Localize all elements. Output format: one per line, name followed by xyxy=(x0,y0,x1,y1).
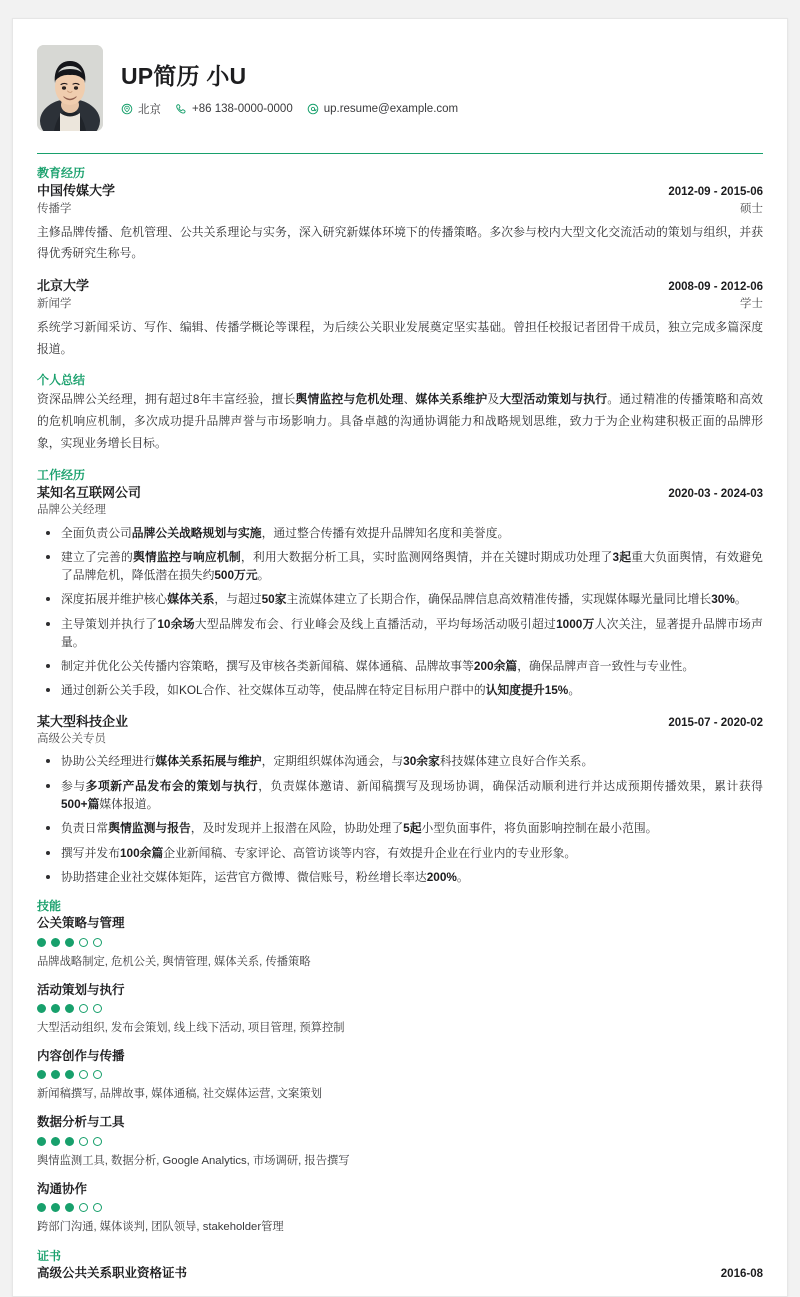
skill-name: 活动策划与执行 xyxy=(37,982,125,997)
experience-bullet: 主导策划并执行了10余场大型品牌发布会、行业峰会及线上直播活动，平均每场活动吸引超过1000万人次关注，显著提升品牌市场声量。 xyxy=(37,615,763,652)
contact-location-value: 北京 xyxy=(138,104,161,117)
experience-date: 2020-03 - 2024-03 xyxy=(668,487,763,500)
experience-bullet: 全面负责公司品牌公关战略规划与实施，通过整合传播有效提升品牌知名度和美誉度。 xyxy=(37,524,763,542)
certificate-date: 2016-08 xyxy=(720,1268,763,1281)
skill-dot-empty xyxy=(79,1137,88,1146)
experience-bullet: 制定并优化公关传播内容策略，撰写及审核各类新闻稿、媒体通稿、品牌故事等200余篇，确保品牌声音一致性与专业性。 xyxy=(37,657,763,675)
skill-level-dots xyxy=(37,938,763,947)
summary-text: 资深品牌公关经理，拥有超过8年丰富经验，擅长舆情监控与危机处理、媒体关系维护及大型活动策划与执行。通过精准的传播策略和高效的危机响应机制，多次成功提升品牌声誉与市场影响力。具备卓越的沟通协调能力和战略规划思维，致力于为企业构建积极正面的品牌形象，实现业务增长目标。 xyxy=(37,392,763,451)
skill-keywords: 跨部门沟通, 媒体谈判, 团队领导, stakeholder管理 xyxy=(37,1221,284,1234)
skill-dot-filled xyxy=(65,1070,74,1079)
phone-icon xyxy=(175,103,187,115)
skill-dot-filled xyxy=(37,1004,46,1013)
skill-dot-empty xyxy=(79,1203,88,1212)
skill-dot-empty xyxy=(93,938,102,947)
experience-company: 某大型科技企业 xyxy=(37,713,129,729)
education-major: 传播学 xyxy=(37,202,72,215)
skill-dot-filled xyxy=(37,1137,46,1146)
experience-role: 品牌公关经理 xyxy=(37,504,106,517)
experience-bullet: 建立了完善的舆情监控与响应机制，利用大数据分析工具，实时监测网络舆情，并在关键时期成功处理了3起重大负面舆情，有效避免了品牌危机，降低潜在损失约500万元。 xyxy=(37,548,763,585)
skill-keywords: 舆情监测工具, 数据分析, Google Analytics, 市场调研, 报告撰写 xyxy=(37,1154,350,1167)
skill-item xyxy=(37,1114,763,1169)
experience-bullet: 参与多项新产品发布会的策划与执行，负责媒体邀请、新闻稿撰写及现场协调，确保活动顺利进行并达成预期传播效果，累计获得500+篇媒体报道。 xyxy=(37,777,763,814)
skill-dot-filled xyxy=(65,1004,74,1013)
education-entry xyxy=(37,277,763,360)
contact-email-value: up.resume@example.com xyxy=(323,103,459,116)
education-date: 2012-09 - 2015-06 xyxy=(668,186,763,198)
skill-dot-empty xyxy=(93,1070,102,1079)
experience-bullet: 撰写并发布100余篇企业新闻稿、专家评论、高管访谈等内容，有效提升企业在行业内的专业形象。 xyxy=(37,844,763,862)
resume-page xyxy=(12,18,788,1297)
skill-dot-filled xyxy=(51,1070,60,1079)
education-degree: 硕士 xyxy=(740,202,763,215)
section-title-certificates: 证书 xyxy=(37,1249,62,1264)
education-degree: 学士 xyxy=(740,297,763,310)
skill-item xyxy=(37,1048,763,1103)
skill-level-dots xyxy=(37,1137,763,1146)
skill-dot-empty xyxy=(93,1203,102,1212)
experience-bullet: 负责日常舆情监测与报告，及时发现并上报潜在风险，协助处理了5起小型负面事件，将负面影响控制在最小范围。 xyxy=(37,819,763,837)
section-title-summary: 个人总结 xyxy=(37,373,86,388)
section-summary xyxy=(37,373,763,454)
experience-entry xyxy=(37,484,763,700)
candidate-name: UP简历 小U xyxy=(121,62,247,89)
experience-company: 某知名互联网公司 xyxy=(37,484,142,500)
experience-bullet-list xyxy=(37,752,763,886)
education-entry xyxy=(37,182,763,265)
skill-keywords: 大型活动组织, 发布会策划, 线上线下活动, 项目管理, 预算控制 xyxy=(37,1022,345,1034)
experience-bullet: 通过创新公关手段，如KOL合作、社交媒体互动等，使品牌在特定目标用户群中的认知度提升15%。 xyxy=(37,681,763,699)
skill-dot-filled xyxy=(37,1070,46,1079)
certificate-name: 高级公共关系职业资格证书 xyxy=(37,1266,188,1281)
skill-name: 内容创作与传播 xyxy=(37,1048,125,1063)
skill-name: 数据分析与工具 xyxy=(37,1115,125,1130)
skill-keywords: 品牌战略制定, 危机公关, 舆情管理, 媒体关系, 传播策略 xyxy=(37,955,311,968)
skill-item xyxy=(37,982,763,1037)
section-skills xyxy=(37,899,763,1236)
experience-bullet: 协助公关经理进行媒体关系拓展与维护，定期组织媒体沟通会，与30余家科技媒体建立良好合作关系。 xyxy=(37,752,763,770)
section-education xyxy=(37,166,763,360)
section-title-education: 教育经历 xyxy=(37,166,86,180)
skill-dot-empty xyxy=(79,1070,88,1079)
skill-name: 公关策略与管理 xyxy=(37,916,125,931)
header-text-block xyxy=(121,59,763,118)
contact-location xyxy=(121,101,161,117)
section-certificates xyxy=(37,1249,763,1283)
experience-bullet-list xyxy=(37,524,763,700)
skill-item xyxy=(37,915,763,970)
contact-phone xyxy=(175,103,293,115)
header-divider xyxy=(37,153,763,154)
education-description: 主修品牌传播、危机管理、公共关系理论与实务，深入研究新媒体环境下的传播策略。多次参与校内大型文化交流活动的策划与组织，并获得优秀研究生称号。 xyxy=(37,224,763,261)
skill-dot-filled xyxy=(65,938,74,947)
experience-bullet: 协助搭建企业社交媒体矩阵，运营官方微博、微信账号，粉丝增长率达200%。 xyxy=(37,868,763,886)
skill-dot-filled xyxy=(51,1203,60,1212)
contact-phone-value: +86 138-0000-0000 xyxy=(192,103,293,116)
avatar xyxy=(37,45,103,131)
skill-name: 沟通协作 xyxy=(37,1181,88,1196)
contact-email xyxy=(307,103,458,115)
skill-item xyxy=(37,1181,763,1236)
skill-dot-filled xyxy=(51,938,60,947)
experience-entry xyxy=(37,713,763,886)
skill-dot-empty xyxy=(93,1137,102,1146)
skill-dot-filled xyxy=(51,1004,60,1013)
education-major: 新闻学 xyxy=(37,297,72,310)
education-school: 北京大学 xyxy=(37,278,90,294)
education-description: 系统学习新闻采访、写作、编辑、传播学概论等课程，为后续公关职业发展奠定坚实基础。曾担任校报记者团骨干成员，独立完成多篇深度报道。 xyxy=(37,319,763,356)
skills-list xyxy=(37,915,763,1236)
experience-date: 2015-07 - 2020-02 xyxy=(668,716,763,729)
skill-dot-filled xyxy=(37,1203,46,1212)
skill-dot-filled xyxy=(51,1137,60,1146)
experience-role: 高级公关专员 xyxy=(37,733,106,746)
skill-dot-filled xyxy=(65,1137,74,1146)
resume-header xyxy=(37,45,763,153)
section-title-skills: 技能 xyxy=(37,899,62,914)
section-experience xyxy=(37,468,763,886)
skill-dot-empty xyxy=(79,938,88,947)
section-title-experience: 工作经历 xyxy=(37,467,86,482)
education-date: 2008-09 - 2012-06 xyxy=(668,281,763,294)
skill-dot-filled xyxy=(65,1203,74,1212)
email-at-icon xyxy=(307,103,319,115)
location-pin-icon xyxy=(121,103,133,115)
contact-row xyxy=(121,101,763,117)
skill-level-dots xyxy=(37,1004,763,1013)
skill-dot-empty xyxy=(93,1004,102,1013)
education-school: 中国传媒大学 xyxy=(37,183,116,198)
skill-keywords: 新闻稿撰写, 品牌故事, 媒体通稿, 社交媒体运营, 文案策划 xyxy=(37,1088,322,1101)
skill-dot-empty xyxy=(79,1004,88,1013)
experience-bullet: 深度拓展并维护核心媒体关系，与超过50家主流媒体建立了长期合作，确保品牌信息高效精准传播，实现媒体曝光量同比增长30%。 xyxy=(37,590,763,608)
skill-level-dots xyxy=(37,1203,763,1212)
skill-level-dots xyxy=(37,1070,763,1079)
skill-dot-filled xyxy=(37,938,46,947)
